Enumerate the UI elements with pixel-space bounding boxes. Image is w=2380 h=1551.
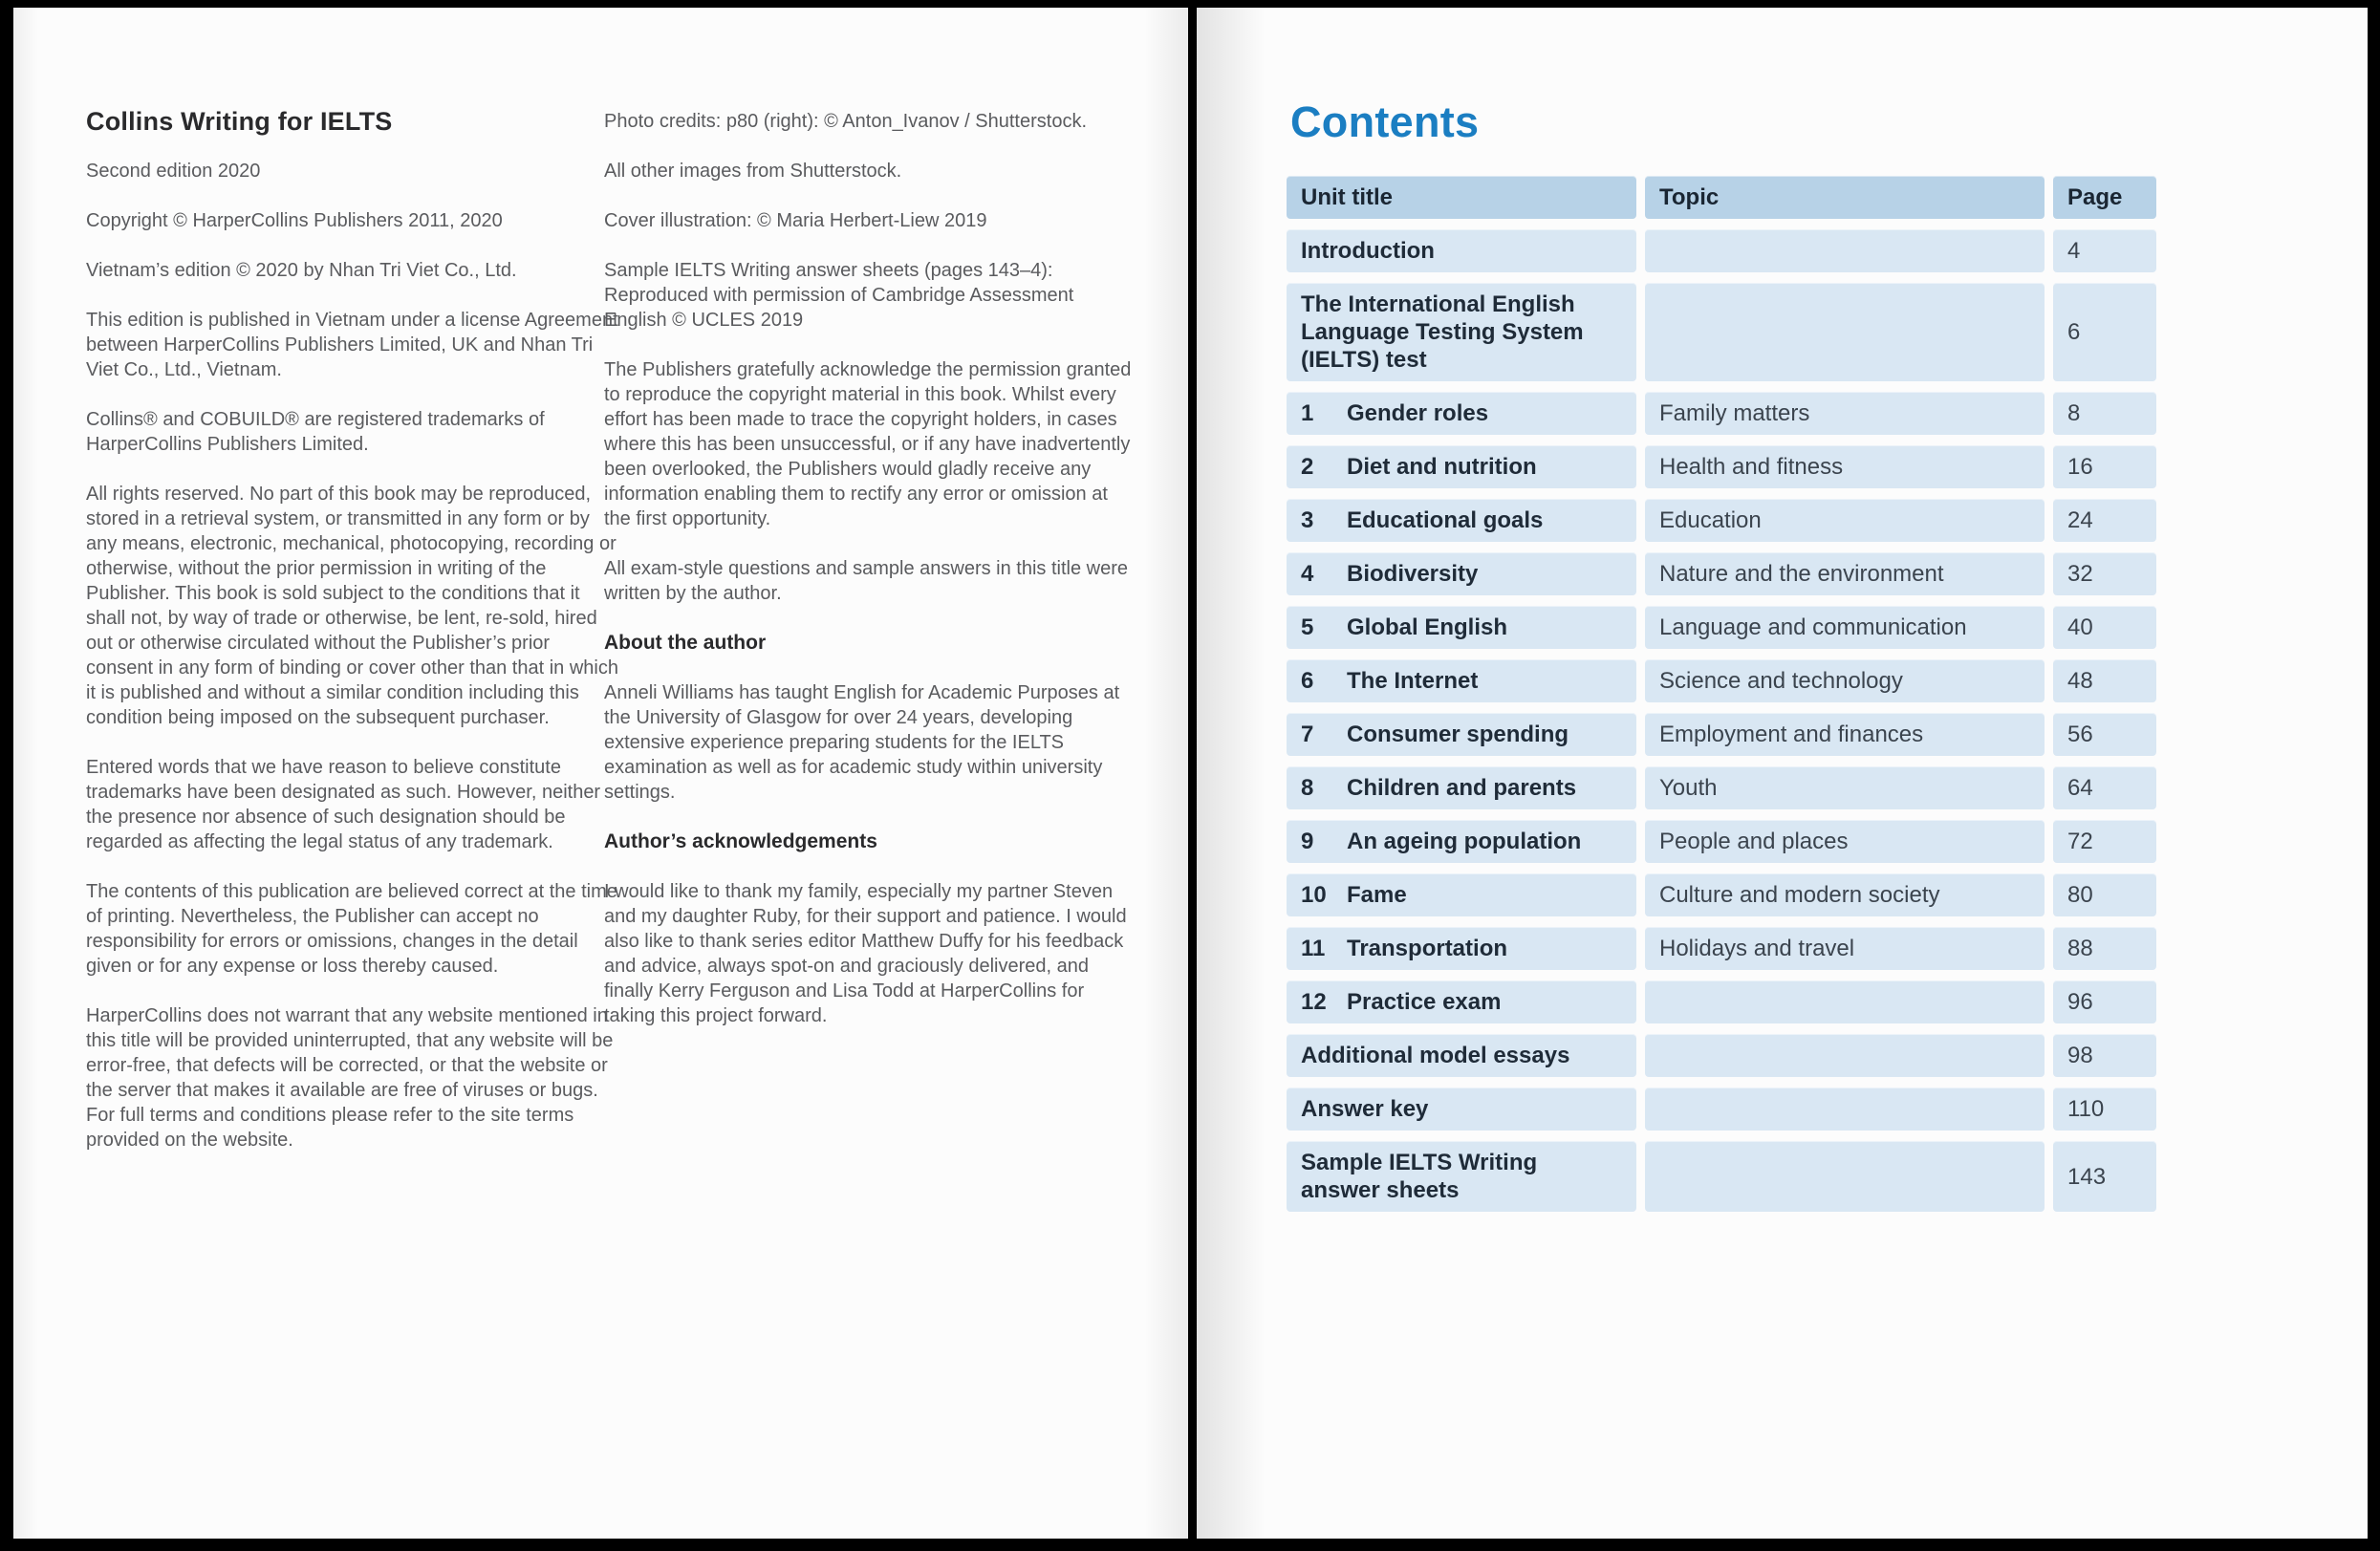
imprint-paragraph: Collins® and COBUILD® are registered trademarks of HarperCollins Publishers Limited. xyxy=(86,409,545,455)
page-number-cell: 72 xyxy=(2053,820,2156,863)
topic-cell: Nature and the environment xyxy=(1645,552,2045,595)
table-row xyxy=(1287,1088,2156,1131)
imprint-column-1 xyxy=(86,159,619,1177)
unit-title: Sample IELTS Writing answer sheets xyxy=(1301,1150,1538,1203)
topic-cell xyxy=(1645,283,2045,381)
credit-line: Photo credits: p80 (right): © Anton_Ivanov / Shutterstock. xyxy=(604,111,1087,132)
unit-title-cell xyxy=(1287,229,1636,272)
contents-page-title: Contents xyxy=(1290,97,1480,146)
topic-cell: Family matters xyxy=(1645,392,2045,435)
imprint-paragraph: Vietnam’s edition © 2020 by Nhan Tri Viet Co., Ltd. xyxy=(86,260,517,281)
unit-title-cell xyxy=(1287,1141,1636,1212)
unit-title: Practice exam xyxy=(1347,989,1502,1015)
unit-title-cell xyxy=(1287,392,1636,435)
page-number-cell: 4 xyxy=(2053,229,2156,272)
permission-paragraph: The Publishers gratefully acknowledge the permission granted to reproduce the copyright material in this book. Whilst every effort has been made to trace the copyright holders, in cases where this has been unsuccessful, or if any have inadvertently been overlooked, the Publishers would gladly receive any information enabling them to rectify any error or omission at the first opportunity. xyxy=(604,359,1132,529)
unit-number: 10 xyxy=(1301,882,1327,908)
topic-cell: Employment and finances xyxy=(1645,713,2045,756)
imprint-paragraph: The contents of this publication are believed correct at the time of printing. Nevertheless, the Publisher can accept no responsibility for errors or omissions, changes in the detail given or for any expense or loss thereby caused. xyxy=(86,881,617,977)
table-row xyxy=(1287,820,2156,863)
table-header-row xyxy=(1287,176,2156,219)
imprint-paragraph: Copyright © HarperCollins Publishers 2011, 2020 xyxy=(86,210,503,231)
topic-cell: Youth xyxy=(1645,766,2045,809)
unit-number: 3 xyxy=(1301,507,1314,533)
unit-title: Educational goals xyxy=(1347,507,1544,533)
about-author-text: Anneli Williams has taught English for Academic Purposes at the University of Glasgow for over 24 years, developing extensive experience preparing students for the IELTS examination as well as for academic study within university settings. xyxy=(604,682,1120,803)
page-number-cell: 88 xyxy=(2053,927,2156,970)
unit-title: Answer key xyxy=(1301,1096,1429,1122)
imprint-paragraph: Entered words that we have reason to believe constitute trademarks have been designated as such. However, neither the presence nor absence of such designation should be regarded as affecting the legal status of any trademark. xyxy=(86,757,601,852)
unit-number: 1 xyxy=(1301,400,1314,426)
table-row xyxy=(1287,927,2156,970)
unit-title-cell xyxy=(1287,1088,1636,1131)
page-number-cell: 6 xyxy=(2053,283,2156,381)
unit-number: 8 xyxy=(1301,775,1314,801)
unit-title: Introduction xyxy=(1301,238,1435,264)
unit-title: Gender roles xyxy=(1347,400,1489,426)
unit-title-cell xyxy=(1287,1034,1636,1077)
unit-title: Consumer spending xyxy=(1347,722,1569,747)
unit-number: 5 xyxy=(1301,614,1314,640)
unit-title: Additional model essays xyxy=(1301,1043,1570,1068)
unit-number: 9 xyxy=(1301,829,1314,854)
table-row xyxy=(1287,873,2156,916)
header-page: Page xyxy=(2053,176,2156,219)
topic-cell: People and places xyxy=(1645,820,2045,863)
unit-title-cell xyxy=(1287,659,1636,702)
unit-title-cell xyxy=(1287,766,1636,809)
contents-page xyxy=(1197,8,2368,1539)
imprint-paragraph: Second edition 2020 xyxy=(86,161,261,182)
table-row xyxy=(1287,392,2156,435)
unit-number: 4 xyxy=(1301,561,1314,587)
imprint-column-2 xyxy=(604,109,1137,1053)
page-number-cell: 56 xyxy=(2053,713,2156,756)
page-number-cell: 98 xyxy=(2053,1034,2156,1077)
unit-title-cell xyxy=(1287,873,1636,916)
unit-title: Global English xyxy=(1347,614,1508,640)
table-row xyxy=(1287,283,2156,381)
topic-cell xyxy=(1645,1088,2045,1131)
unit-title-cell xyxy=(1287,283,1636,381)
topic-cell: Language and communication xyxy=(1645,606,2045,649)
unit-number: 11 xyxy=(1301,936,1326,961)
table-row xyxy=(1287,499,2156,542)
unit-title-cell xyxy=(1287,552,1636,595)
unit-title-cell xyxy=(1287,820,1636,863)
unit-number: 7 xyxy=(1301,722,1314,747)
unit-title: An ageing population xyxy=(1347,829,1582,854)
table-row xyxy=(1287,713,2156,756)
topic-cell: Holidays and travel xyxy=(1645,927,2045,970)
acknowledgements-text: I would like to thank my family, especially my partner Steven and my daughter Ruby, for their support and patience. I would also like to thank series editor Matthew Duffy for his feedback and advice, always spot-on and graciously delivered, and finally Kerry Ferguson and Lisa Todd at HarperCollins for taking this project forward. xyxy=(604,881,1127,1026)
page-number-cell: 96 xyxy=(2053,980,2156,1023)
page-number-cell: 143 xyxy=(2053,1141,2156,1212)
table-row xyxy=(1287,229,2156,272)
unit-title-cell xyxy=(1287,445,1636,488)
topic-cell xyxy=(1645,229,2045,272)
topic-cell xyxy=(1645,1034,2045,1077)
header-topic: Topic xyxy=(1645,176,2045,219)
page-number-cell: 40 xyxy=(2053,606,2156,649)
topic-cell xyxy=(1645,1141,2045,1212)
imprint-paragraph: All rights reserved. No part of this book may be reproduced, stored in a retrieval system, or transmitted in any form or by any means, electronic, mechanical, photocopying, recording or otherwise, without the prior permission in writing of the Publisher. This book is sold subject to the conditions that it shall not, by way of trade or otherwise, be lent, re-sold, hired out or otherwise circulated without the Publisher’s prior consent in any form of binding or cover other than that in which it is published and without a similar condition including this condition being imposed on the subsequent purchaser. xyxy=(86,484,618,728)
header-unit-title: Unit title xyxy=(1287,176,1636,219)
unit-title: The Internet xyxy=(1347,668,1479,694)
imprint-paragraph: This edition is published in Vietnam under a license Agreement between HarperCollins Publishers Limited, UK and Nhan Tri Viet Co., Ltd., Vietnam. xyxy=(86,310,618,380)
table-row xyxy=(1287,606,2156,649)
unit-title-cell xyxy=(1287,713,1636,756)
table-row xyxy=(1287,1141,2156,1212)
unit-title: Transportation xyxy=(1347,936,1508,961)
page-number-cell: 64 xyxy=(2053,766,2156,809)
topic-cell: Education xyxy=(1645,499,2045,542)
topic-cell: Science and technology xyxy=(1645,659,2045,702)
table-row xyxy=(1287,1034,2156,1077)
topic-cell: Culture and modern society xyxy=(1645,873,2045,916)
page-number-cell: 24 xyxy=(2053,499,2156,542)
about-author-heading: About the author xyxy=(604,632,767,654)
table-row xyxy=(1287,659,2156,702)
unit-title: Diet and nutrition xyxy=(1347,454,1537,480)
table-row xyxy=(1287,552,2156,595)
contents-table xyxy=(1287,176,2156,1222)
table-row xyxy=(1287,445,2156,488)
topic-cell: Health and fitness xyxy=(1645,445,2045,488)
imprint-paragraph: HarperCollins does not warrant that any website mentioned in this title will be provided uninterrupted, that any website will be error-free, that defects will be corrected, or that the website or the server that makes it available are free of viruses or bugs. For full terms and conditions please refer to the site terms provided on the website. xyxy=(86,1005,614,1151)
unit-title-cell xyxy=(1287,980,1636,1023)
unit-title: Children and parents xyxy=(1347,775,1577,801)
credit-line: Cover illustration: © Maria Herbert-Liew 2019 xyxy=(604,210,987,231)
unit-title: Fame xyxy=(1347,882,1407,908)
table-body xyxy=(1287,229,2156,1212)
exam-note-paragraph: All exam-style questions and sample answers in this title were written by the author. xyxy=(604,558,1129,604)
page-number-cell: 32 xyxy=(2053,552,2156,595)
unit-number: 12 xyxy=(1301,989,1327,1015)
topic-cell xyxy=(1645,980,2045,1023)
unit-number: 2 xyxy=(1301,454,1314,480)
unit-title: Biodiversity xyxy=(1347,561,1479,587)
unit-title-cell xyxy=(1287,606,1636,649)
unit-title-cell xyxy=(1287,499,1636,542)
unit-title-cell xyxy=(1287,927,1636,970)
table-row xyxy=(1287,980,2156,1023)
acknowledgements-heading: Author’s acknowledgements xyxy=(604,830,877,852)
credit-line: Sample IELTS Writing answer sheets (pages 143–4): Reproduced with permission of Cambridge Assessment English © UCLES 2019 xyxy=(604,260,1074,331)
photo-credits-block xyxy=(604,109,1137,333)
book-title: Collins Writing for IELTS xyxy=(86,107,393,136)
imprint-page xyxy=(13,8,1188,1539)
page-number-cell: 16 xyxy=(2053,445,2156,488)
table-row xyxy=(1287,766,2156,809)
page-number-cell: 48 xyxy=(2053,659,2156,702)
unit-number: 6 xyxy=(1301,668,1314,694)
page-number-cell: 80 xyxy=(2053,873,2156,916)
unit-title: The International English Language Testing System (IELTS) test xyxy=(1301,291,1584,373)
credit-line: All other images from Shutterstock. xyxy=(604,161,902,182)
page-number-cell: 110 xyxy=(2053,1088,2156,1131)
page-number-cell: 8 xyxy=(2053,392,2156,435)
